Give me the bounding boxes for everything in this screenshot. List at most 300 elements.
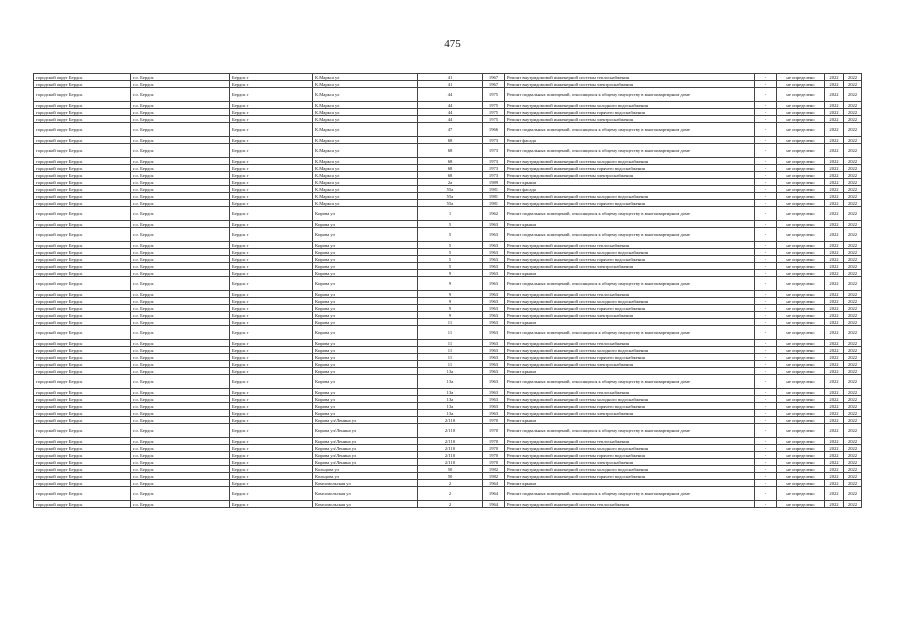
- cell-street: Кирова ул: [313, 410, 418, 417]
- table-row: [34, 438, 862, 445]
- cell-build-year: 1962: [483, 207, 505, 221]
- cell-locality: Бердск г: [230, 340, 313, 347]
- cell-status: не определено: [777, 466, 825, 473]
- cell-house-number: 50: [418, 466, 483, 473]
- cell-build-year: 1975: [483, 88, 505, 102]
- cell-cost: -: [755, 116, 777, 123]
- table-row: [34, 193, 862, 200]
- cell-municipality: городской округ Бердск: [34, 487, 131, 501]
- cell-settlement: г.о. Бердск: [131, 389, 230, 396]
- cell-year-end: 2022: [844, 172, 862, 179]
- cell-year-end: 2022: [844, 179, 862, 186]
- cell-house-number: 13а: [418, 389, 483, 396]
- cell-work-type: Ремонт внутридомовой инженерной системы горячего водоснабжения: [505, 403, 755, 410]
- cell-locality: Бердск г: [230, 221, 313, 228]
- cell-build-year: 1963: [483, 396, 505, 403]
- cell-cost: -: [755, 256, 777, 263]
- cell-year-start: 2022: [825, 249, 844, 256]
- table-row: [34, 102, 862, 109]
- cell-year-end: 2022: [844, 123, 862, 137]
- cell-cost: -: [755, 438, 777, 445]
- cell-locality: Бердск г: [230, 473, 313, 480]
- table-row: [34, 501, 862, 508]
- cell-year-end: 2022: [844, 88, 862, 102]
- cell-settlement: г.о. Бердск: [131, 242, 230, 249]
- cell-year-end: 2022: [844, 487, 862, 501]
- cell-work-type: Ремонт внутридомовой инженерной системы электроснабжения: [505, 263, 755, 270]
- cell-municipality: городской округ Бердск: [34, 298, 131, 305]
- cell-street: Кольцова ул: [313, 473, 418, 480]
- cell-locality: Бердск г: [230, 445, 313, 452]
- cell-build-year: 1967: [483, 74, 505, 81]
- cell-build-year: 1981: [483, 200, 505, 207]
- cell-settlement: г.о. Бердск: [131, 228, 230, 242]
- cell-build-year: 1963: [483, 368, 505, 375]
- cell-cost: -: [755, 466, 777, 473]
- cell-year-end: 2022: [844, 312, 862, 319]
- cell-year-end: 2022: [844, 207, 862, 221]
- table-row: [34, 249, 862, 256]
- cell-settlement: г.о. Бердск: [131, 158, 230, 165]
- cell-build-year: 1963: [483, 277, 505, 291]
- cell-municipality: городской округ Бердск: [34, 186, 131, 193]
- cell-status: не определено: [777, 123, 825, 137]
- cell-year-start: 2022: [825, 172, 844, 179]
- table-row: [34, 172, 862, 179]
- cell-street: Кирова ул: [313, 305, 418, 312]
- cell-house-number: 44: [418, 102, 483, 109]
- cell-work-type: Ремонт внутридомовой инженерной системы электроснабжения: [505, 312, 755, 319]
- cell-year-start: 2022: [825, 424, 844, 438]
- cell-work-type: Ремонт внутридомовой инженерной системы горячего водоснабжения: [505, 165, 755, 172]
- cell-street: Кирова ул/Ленина ул: [313, 452, 418, 459]
- cell-house-number: 2/110: [418, 445, 483, 452]
- cell-status: не определено: [777, 312, 825, 319]
- cell-year-start: 2022: [825, 480, 844, 487]
- cell-year-end: 2022: [844, 277, 862, 291]
- cell-house-number: 5: [418, 221, 483, 228]
- cell-house-number: 5: [418, 242, 483, 249]
- cell-municipality: городской округ Бердск: [34, 501, 131, 508]
- cell-street: К.Маркса ул: [313, 186, 418, 193]
- cell-cost: -: [755, 291, 777, 298]
- cell-year-end: 2022: [844, 361, 862, 368]
- cell-cost: -: [755, 221, 777, 228]
- cell-settlement: г.о. Бердск: [131, 116, 230, 123]
- cell-house-number: 68: [418, 137, 483, 144]
- cell-year-end: 2022: [844, 270, 862, 277]
- cell-year-start: 2022: [825, 74, 844, 81]
- cell-street: К.Маркса ул: [313, 144, 418, 158]
- cell-cost: -: [755, 389, 777, 396]
- cell-work-type: Ремонт подвальных помещений, относящихся к общему имуществу в многоквартирном доме: [505, 207, 755, 221]
- cell-cost: -: [755, 452, 777, 459]
- cell-year-end: 2022: [844, 186, 862, 193]
- table-row: [34, 109, 862, 116]
- cell-build-year: 1973: [483, 144, 505, 158]
- table-row: [34, 200, 862, 207]
- cell-build-year: 1973: [483, 158, 505, 165]
- cell-street: Кирова ул: [313, 242, 418, 249]
- cell-house-number: 9: [418, 305, 483, 312]
- cell-cost: -: [755, 403, 777, 410]
- cell-year-start: 2022: [825, 137, 844, 144]
- cell-house-number: 13а: [418, 403, 483, 410]
- cell-year-start: 2022: [825, 81, 844, 88]
- cell-street: Кирова ул: [313, 361, 418, 368]
- cell-work-type: Ремонт внутридомовой инженерной системы теплоснабжения: [505, 74, 755, 81]
- cell-locality: Бердск г: [230, 186, 313, 193]
- cell-municipality: городской округ Бердск: [34, 249, 131, 256]
- cell-municipality: городской округ Бердск: [34, 326, 131, 340]
- cell-settlement: г.о. Бердск: [131, 354, 230, 361]
- cell-cost: -: [755, 158, 777, 165]
- cell-municipality: городской округ Бердск: [34, 403, 131, 410]
- cell-municipality: городской округ Бердск: [34, 179, 131, 186]
- cell-house-number: 9: [418, 298, 483, 305]
- cell-work-type: Ремонт внутридомовой инженерной системы теплоснабжения: [505, 389, 755, 396]
- cell-locality: Бердск г: [230, 81, 313, 88]
- table-row: [34, 312, 862, 319]
- cell-year-start: 2022: [825, 375, 844, 389]
- cell-build-year: 1963: [483, 228, 505, 242]
- cell-year-start: 2022: [825, 312, 844, 319]
- cell-municipality: городской округ Бердск: [34, 137, 131, 144]
- cell-build-year: 1963: [483, 354, 505, 361]
- cell-status: не определено: [777, 74, 825, 81]
- cell-status: не определено: [777, 291, 825, 298]
- cell-cost: -: [755, 207, 777, 221]
- cell-status: не определено: [777, 403, 825, 410]
- cell-year-end: 2022: [844, 228, 862, 242]
- cell-year-start: 2022: [825, 270, 844, 277]
- cell-work-type: Ремонт подвальных помещений, относящихся к общему имуществу в многоквартирном доме: [505, 375, 755, 389]
- cell-work-type: Ремонт внутридомовой инженерной системы холодного водоснабжения: [505, 298, 755, 305]
- cell-settlement: г.о. Бердск: [131, 396, 230, 403]
- table-row: [34, 298, 862, 305]
- cell-year-end: 2022: [844, 459, 862, 466]
- cell-settlement: г.о. Бердск: [131, 144, 230, 158]
- cell-work-type: Ремонт внутридомовой инженерной системы теплоснабжения: [505, 242, 755, 249]
- cell-locality: Бердск г: [230, 305, 313, 312]
- cell-locality: Бердск г: [230, 354, 313, 361]
- cell-status: не определено: [777, 326, 825, 340]
- cell-cost: -: [755, 109, 777, 116]
- cell-status: не определено: [777, 193, 825, 200]
- cell-cost: -: [755, 340, 777, 347]
- cell-year-start: 2022: [825, 473, 844, 480]
- cell-cost: -: [755, 88, 777, 102]
- cell-work-type: Ремонт подвальных помещений, относящихся к общему имуществу в многоквартирном доме: [505, 123, 755, 137]
- cell-municipality: городской округ Бердск: [34, 480, 131, 487]
- table-row: [34, 480, 862, 487]
- cell-status: не определено: [777, 144, 825, 158]
- cell-cost: -: [755, 270, 777, 277]
- cell-status: не определено: [777, 340, 825, 347]
- cell-year-end: 2022: [844, 81, 862, 88]
- cell-status: не определено: [777, 158, 825, 165]
- cell-cost: -: [755, 312, 777, 319]
- cell-status: не определено: [777, 179, 825, 186]
- cell-municipality: городской округ Бердск: [34, 256, 131, 263]
- cell-year-start: 2022: [825, 403, 844, 410]
- cell-year-start: 2022: [825, 109, 844, 116]
- cell-municipality: городской округ Бердск: [34, 116, 131, 123]
- cell-street: Кирова ул: [313, 228, 418, 242]
- cell-locality: Бердск г: [230, 123, 313, 137]
- cell-status: не определено: [777, 186, 825, 193]
- cell-status: не определено: [777, 165, 825, 172]
- cell-year-end: 2022: [844, 116, 862, 123]
- cell-build-year: 1963: [483, 326, 505, 340]
- cell-municipality: городской округ Бердск: [34, 473, 131, 480]
- cell-settlement: г.о. Бердск: [131, 270, 230, 277]
- cell-status: не определено: [777, 200, 825, 207]
- cell-street: Кирова ул/Ленина ул: [313, 417, 418, 424]
- cell-work-type: Ремонт внутридомовой инженерной системы горячего водоснабжения: [505, 109, 755, 116]
- cell-build-year: 1963: [483, 375, 505, 389]
- cell-locality: Бердск г: [230, 200, 313, 207]
- cell-municipality: городской округ Бердск: [34, 410, 131, 417]
- cell-house-number: 11: [418, 347, 483, 354]
- cell-year-end: 2022: [844, 193, 862, 200]
- cell-year-end: 2022: [844, 319, 862, 326]
- table-row: [34, 473, 862, 480]
- cell-year-end: 2022: [844, 466, 862, 473]
- cell-settlement: г.о. Бердск: [131, 487, 230, 501]
- cell-municipality: городской округ Бердск: [34, 424, 131, 438]
- cell-street: Комсомольская ул: [313, 501, 418, 508]
- cell-year-end: 2022: [844, 165, 862, 172]
- cell-street: Кирова ул: [313, 277, 418, 291]
- cell-status: не определено: [777, 228, 825, 242]
- cell-house-number: 68: [418, 172, 483, 179]
- cell-settlement: г.о. Бердск: [131, 263, 230, 270]
- cell-settlement: г.о. Бердск: [131, 326, 230, 340]
- cell-work-type: Ремонт внутридомовой инженерной системы холодного водоснабжения: [505, 249, 755, 256]
- cell-cost: -: [755, 81, 777, 88]
- cell-municipality: городской округ Бердск: [34, 361, 131, 368]
- table-row: [34, 144, 862, 158]
- cell-cost: -: [755, 172, 777, 179]
- cell-house-number: 11: [418, 340, 483, 347]
- cell-locality: Бердск г: [230, 480, 313, 487]
- cell-year-end: 2022: [844, 375, 862, 389]
- cell-cost: -: [755, 186, 777, 193]
- cell-status: не определено: [777, 501, 825, 508]
- cell-build-year: 1973: [483, 172, 505, 179]
- cell-municipality: городской округ Бердск: [34, 277, 131, 291]
- cell-build-year: 1963: [483, 221, 505, 228]
- cell-status: не определено: [777, 389, 825, 396]
- cell-locality: Бердск г: [230, 466, 313, 473]
- cell-build-year: 1970: [483, 459, 505, 466]
- cell-work-type: Ремонт внутридомовой инженерной системы горячего водоснабжения: [505, 473, 755, 480]
- cell-house-number: 2/110: [418, 459, 483, 466]
- cell-municipality: городской округ Бердск: [34, 459, 131, 466]
- cell-status: не определено: [777, 354, 825, 361]
- table-row: [34, 263, 862, 270]
- cell-locality: Бердск г: [230, 74, 313, 81]
- cell-year-end: 2022: [844, 263, 862, 270]
- cell-year-end: 2022: [844, 249, 862, 256]
- cell-year-end: 2022: [844, 340, 862, 347]
- cell-locality: Бердск г: [230, 389, 313, 396]
- cell-locality: Бердск г: [230, 158, 313, 165]
- cell-street: К.Маркса ул: [313, 137, 418, 144]
- cell-work-type: Ремонт крыши: [505, 270, 755, 277]
- cell-settlement: г.о. Бердск: [131, 200, 230, 207]
- cell-municipality: городской округ Бердск: [34, 312, 131, 319]
- table-row: [34, 368, 862, 375]
- cell-year-start: 2022: [825, 319, 844, 326]
- cell-build-year: 1970: [483, 417, 505, 424]
- cell-work-type: Ремонт крыши: [505, 179, 755, 186]
- cell-locality: Бердск г: [230, 277, 313, 291]
- cell-locality: Бердск г: [230, 88, 313, 102]
- cell-locality: Бердск г: [230, 326, 313, 340]
- cell-locality: Бердск г: [230, 242, 313, 249]
- cell-house-number: 44: [418, 109, 483, 116]
- cell-year-start: 2022: [825, 102, 844, 109]
- cell-work-type: Ремонт внутридомовой инженерной системы холодного водоснабжения: [505, 466, 755, 473]
- cell-cost: -: [755, 228, 777, 242]
- cell-settlement: г.о. Бердск: [131, 480, 230, 487]
- cell-cost: -: [755, 473, 777, 480]
- cell-house-number: 47: [418, 123, 483, 137]
- cell-cost: -: [755, 144, 777, 158]
- cell-house-number: 1: [418, 207, 483, 221]
- cell-work-type: Ремонт внутридомовой инженерной системы электроснабжения: [505, 410, 755, 417]
- page-number: 475: [444, 38, 461, 50]
- cell-locality: Бердск г: [230, 312, 313, 319]
- cell-status: не определено: [777, 172, 825, 179]
- cell-year-end: 2022: [844, 501, 862, 508]
- cell-cost: -: [755, 347, 777, 354]
- cell-settlement: г.о. Бердск: [131, 137, 230, 144]
- cell-house-number: 68: [418, 158, 483, 165]
- cell-status: не определено: [777, 88, 825, 102]
- cell-status: не определено: [777, 109, 825, 116]
- cell-house-number: 9: [418, 277, 483, 291]
- cell-house-number: 2: [418, 480, 483, 487]
- cell-settlement: г.о. Бердск: [131, 501, 230, 508]
- cell-build-year: 1963: [483, 389, 505, 396]
- cell-status: не определено: [777, 445, 825, 452]
- cell-work-type: Ремонт крыши: [505, 221, 755, 228]
- cell-status: не определено: [777, 298, 825, 305]
- cell-house-number: 2: [418, 487, 483, 501]
- cell-build-year: 1964: [483, 501, 505, 508]
- cell-settlement: г.о. Бердск: [131, 221, 230, 228]
- cell-settlement: г.о. Бердск: [131, 424, 230, 438]
- cell-locality: Бердск г: [230, 396, 313, 403]
- cell-house-number: 5: [418, 228, 483, 242]
- cell-status: не определено: [777, 375, 825, 389]
- cell-street: Кирова ул: [313, 312, 418, 319]
- cell-house-number: 9: [418, 312, 483, 319]
- cell-locality: Бердск г: [230, 319, 313, 326]
- cell-street: Кирова ул: [313, 375, 418, 389]
- table-row: [34, 466, 862, 473]
- cell-settlement: г.о. Бердск: [131, 256, 230, 263]
- cell-municipality: городской округ Бердск: [34, 263, 131, 270]
- cell-work-type: Ремонт внутридомовой инженерной системы холодного водоснабжения: [505, 102, 755, 109]
- cell-municipality: городской округ Бердск: [34, 74, 131, 81]
- cell-cost: -: [755, 501, 777, 508]
- cell-status: не определено: [777, 487, 825, 501]
- cell-settlement: г.о. Бердск: [131, 403, 230, 410]
- cell-locality: Бердск г: [230, 403, 313, 410]
- cell-year-end: 2022: [844, 480, 862, 487]
- cell-work-type: Ремонт внутридомовой инженерной системы горячего водоснабжения: [505, 256, 755, 263]
- cell-status: не определено: [777, 347, 825, 354]
- cell-year-start: 2022: [825, 361, 844, 368]
- cell-work-type: Ремонт подвальных помещений, относящихся к общему имуществу в многоквартирном доме: [505, 144, 755, 158]
- cell-year-end: 2022: [844, 221, 862, 228]
- cell-street: Кирова ул: [313, 396, 418, 403]
- cell-settlement: г.о. Бердск: [131, 340, 230, 347]
- cell-locality: Бердск г: [230, 165, 313, 172]
- cell-year-start: 2022: [825, 123, 844, 137]
- cell-build-year: 1975: [483, 109, 505, 116]
- cell-street: Комсомольская ул: [313, 480, 418, 487]
- table-row: [34, 158, 862, 165]
- table-row: [34, 179, 862, 186]
- cell-street: К.Маркса ул: [313, 172, 418, 179]
- cell-locality: Бердск г: [230, 228, 313, 242]
- cell-work-type: Ремонт внутридомовой инженерной системы холодного водоснабжения: [505, 158, 755, 165]
- cell-year-start: 2022: [825, 144, 844, 158]
- cell-work-type: Ремонт внутридомовой инженерной системы холодного водоснабжения: [505, 445, 755, 452]
- cell-work-type: Ремонт крыши: [505, 417, 755, 424]
- cell-house-number: 68: [418, 165, 483, 172]
- cell-work-type: Ремонт внутридомовой инженерной системы теплоснабжения: [505, 501, 755, 508]
- cell-cost: -: [755, 368, 777, 375]
- cell-locality: Бердск г: [230, 487, 313, 501]
- cell-build-year: 1981: [483, 186, 505, 193]
- cell-year-start: 2022: [825, 263, 844, 270]
- cell-house-number: 55а: [418, 186, 483, 193]
- cell-year-start: 2022: [825, 242, 844, 249]
- cell-work-type: Ремонт внутридомовой инженерной системы электроснабжения: [505, 172, 755, 179]
- cell-municipality: городской округ Бердск: [34, 123, 131, 137]
- cell-build-year: 1973: [483, 137, 505, 144]
- cell-locality: Бердск г: [230, 501, 313, 508]
- cell-municipality: городской округ Бердск: [34, 158, 131, 165]
- cell-locality: Бердск г: [230, 417, 313, 424]
- cell-municipality: городской округ Бердск: [34, 81, 131, 88]
- cell-street: Кирова ул/Ленина ул: [313, 459, 418, 466]
- table-row: [34, 270, 862, 277]
- cell-year-end: 2022: [844, 403, 862, 410]
- cell-year-end: 2022: [844, 298, 862, 305]
- cell-house-number: 9: [418, 291, 483, 298]
- cell-year-start: 2022: [825, 452, 844, 459]
- table-row: [34, 207, 862, 221]
- cell-cost: -: [755, 410, 777, 417]
- cell-cost: -: [755, 263, 777, 270]
- cell-municipality: городской округ Бердск: [34, 354, 131, 361]
- cell-cost: -: [755, 459, 777, 466]
- cell-work-type: Ремонт внутридомовой инженерной системы электроснабжения: [505, 361, 755, 368]
- cell-build-year: 1982: [483, 473, 505, 480]
- cell-year-start: 2022: [825, 438, 844, 445]
- table-row: [34, 354, 862, 361]
- cell-settlement: г.о. Бердск: [131, 193, 230, 200]
- cell-settlement: г.о. Бердск: [131, 361, 230, 368]
- cell-year-end: 2022: [844, 305, 862, 312]
